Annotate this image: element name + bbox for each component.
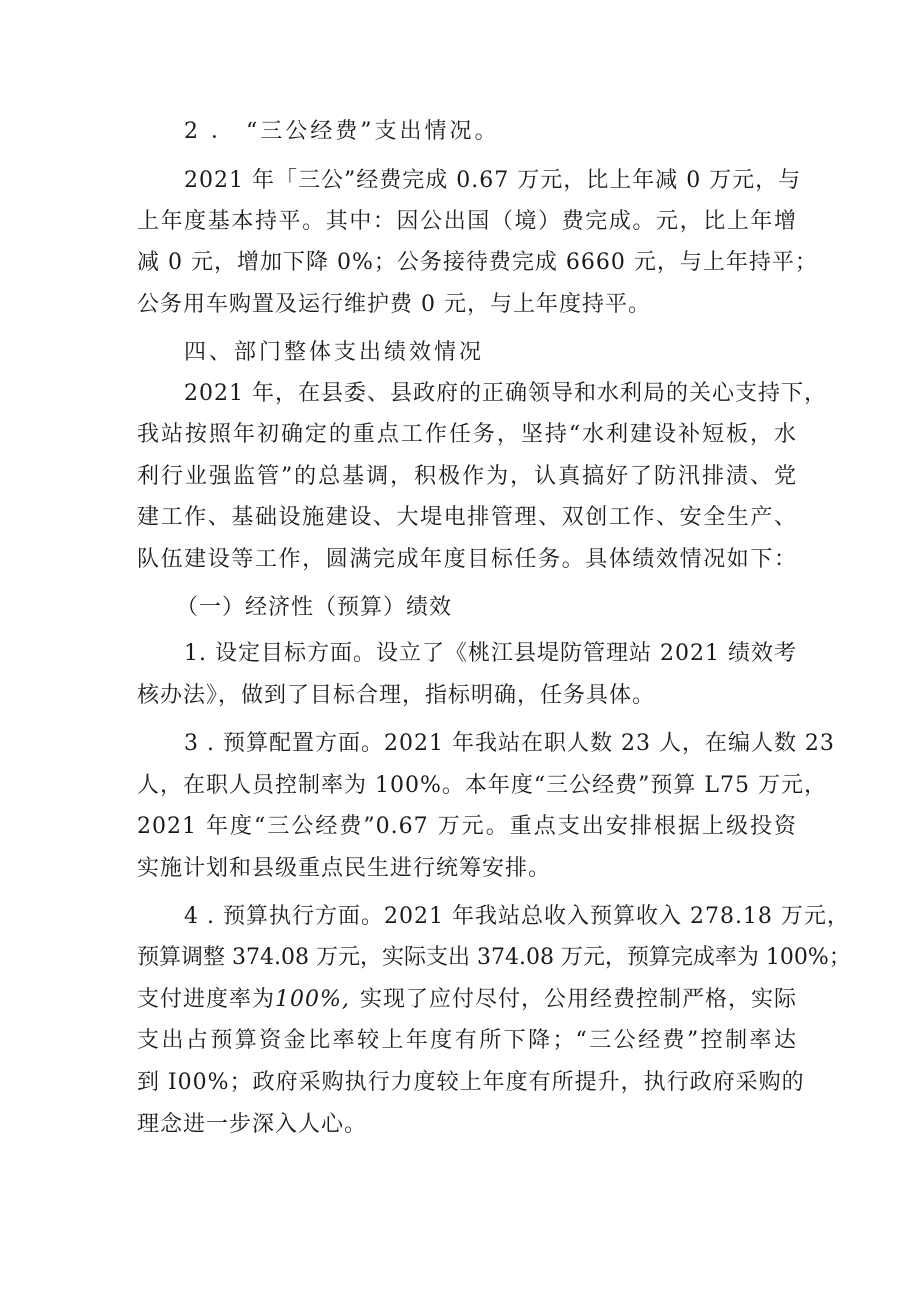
paragraph-line: 实施计划和县级重点民生进行统筹安排。 (137, 856, 552, 881)
subsection-heading-economic-performance: （一）经济性（预算）绩效 (176, 595, 453, 620)
paragraph-line: 2021 年度“三公经费”0.67 万元。重点支出安排根据上级投资 (137, 814, 797, 839)
section-heading-overall-performance: 四、部门整体支出绩效情况 (184, 340, 485, 365)
paragraph-line: 预算调整 374.08 万元，实际支出 374.08 万元，预算完成率为 100%； (137, 945, 851, 970)
paragraph-line: 支出占预算资金比率较上年度有所下降；“三公经费”控制率达 (137, 1028, 797, 1053)
paragraph-line: 1. 设定目标方面。设立了《桃江县堤防管理站 2021 绩效考 (184, 641, 797, 666)
paragraph-line: 核办法》，做到了目标合理，指标明确，任务具体。 (137, 683, 656, 708)
paragraph-line: 2021 年，在县委、县政府的正确领导和水利局的关心支持下， (184, 381, 827, 406)
paragraph-line: 公务用车购置及运行维护费 0 元，与上年度持平。 (137, 292, 651, 317)
paragraph-line: 2021 年「三公”经费完成 0.67 万元，比上年减 0 万元，与 (184, 168, 802, 193)
paragraph-line: 我站按照年初确定的重点工作任务，坚持“水利建设补短板，水 (137, 422, 797, 447)
paragraph-line: 建工作、基础设施建设、大堤电排管理、双创工作、安全生产、 (137, 505, 797, 530)
paragraph-line: 队伍建设等工作，圆满完成年度目标任务。具体绩效情况如下： (137, 547, 797, 572)
paragraph-line: 理念进一步深入人心。 (137, 1112, 368, 1137)
paragraph-line: 人，在职人员控制率为 100%。本年度“三公经费”预算 L75 万元， (137, 773, 827, 798)
paragraph-line: 3 . 预算配置方面。2021 年我站在职人数 23 人，在编人数 23 (184, 731, 835, 756)
paragraph-text-segment: 支付进度率为 (137, 987, 276, 1012)
section-heading-three-public-expenses: 2 ． “三公经费”支出情况。 (184, 119, 500, 144)
paragraph-line: 上年度基本持平。其中：因公出国（境）费完成。元，比上年增 (137, 209, 797, 234)
paragraph-line: 4 . 预算执行方面。2021 年我站总收入预算收入 278.18 万元， (184, 904, 850, 929)
paragraph-line: 到 I00%；政府采购执行力度较上年度有所提升，执行政府采购的 (137, 1070, 805, 1095)
paragraph-italic-percentage: 100%, (275, 987, 350, 1012)
paragraph-line-mixed (137, 983, 797, 1017)
paragraph-line: 利行业强监管”的总基调，积极作为，认真搞好了防汛排渍、党 (137, 464, 797, 489)
paragraph-text-segment: 实现了应付尽付，公用经费控制严格，实际 (359, 987, 797, 1012)
paragraph-line: 减 0 元，增加下降 0%；公务接待费完成 6660 元，与上年持平； (137, 250, 818, 275)
